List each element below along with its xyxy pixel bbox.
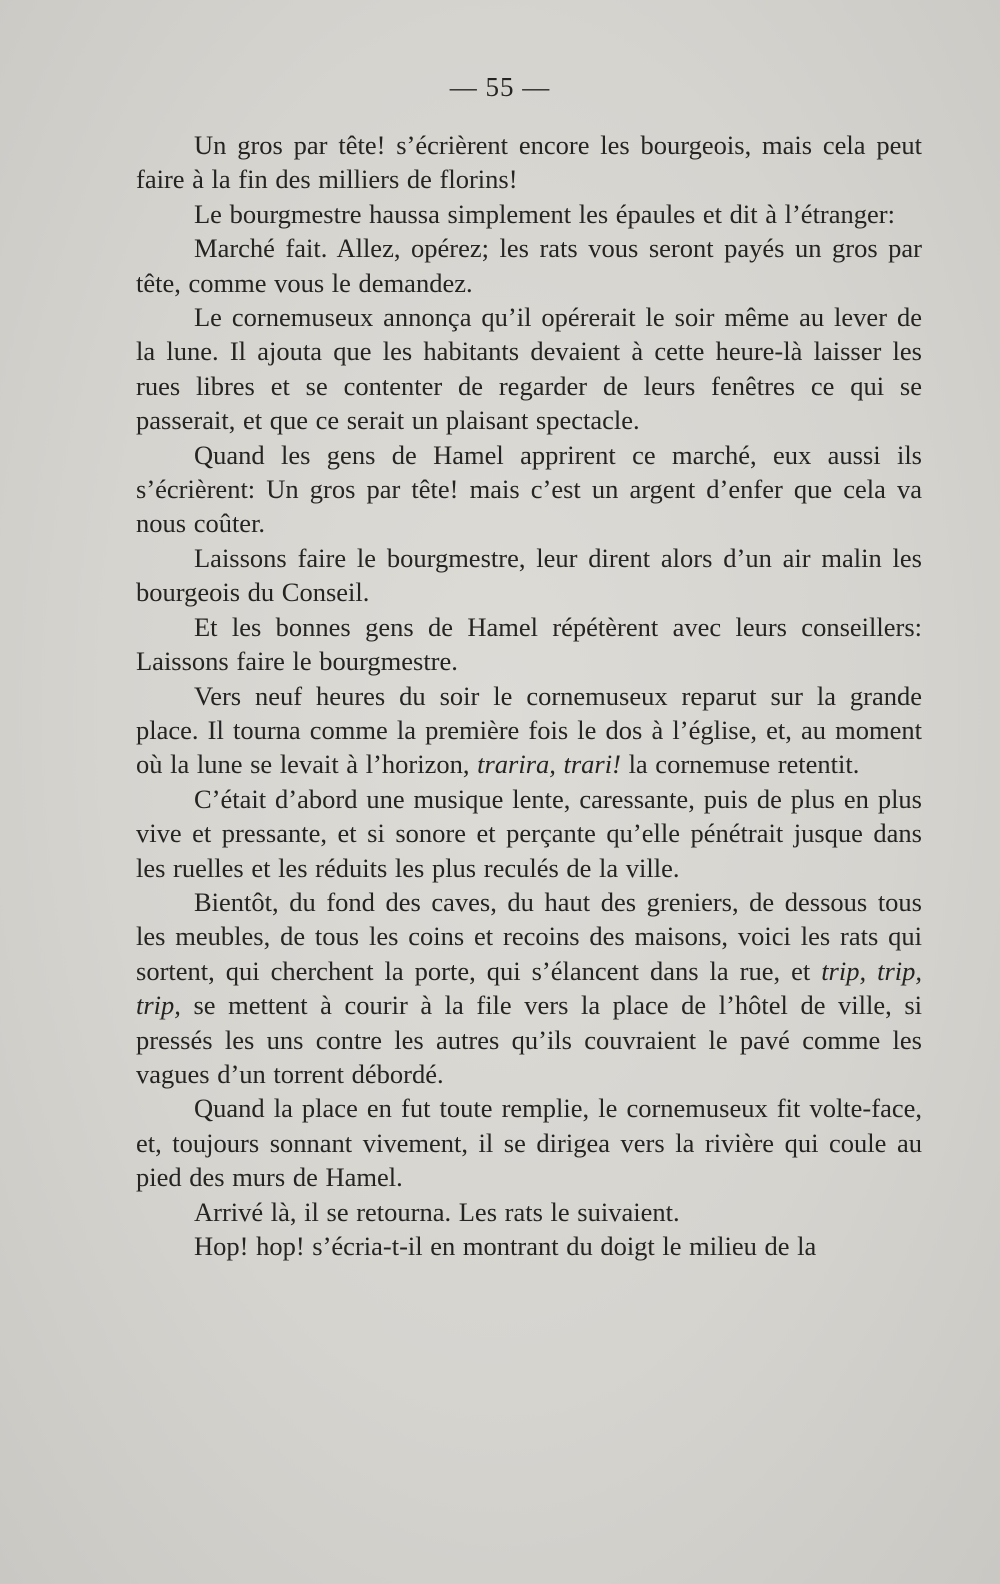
paragraph-text: Vers neuf heures du soir le cornemuseux reparut sur la grande place. Il tourna comme la première fois le dos à l’église, et, au moment où la lune se levait à l’horizon, [136,680,922,780]
paragraph [136,885,922,1091]
paragraph: Le cornemuseux annonça qu’il opérerait le soir même au lever de la lune. Il ajouta que les habitants devaient à cette heure-là laisser les rues libres et se contenter de regarder de leurs fenêtres ce qui se passerait, et que ce serait un plaisant spectacle. [136,302,922,436]
paragraph: Marché fait. Allez, opérez; les rats vous seront payés un gros par tête, comme vous le demandez. [136,233,922,298]
paragraph: Quand les gens de Hamel apprirent ce marché, eux aussi ils s’écrièrent: Un gros par tête! mais c’est un argent d’enfer que cela va nous coûter. [136,439,922,539]
italic-onomatopoeia: trarira, trari! [477,749,621,780]
paragraph [136,679,922,782]
paragraph: Un gros par tête! s’écrièrent encore les bourgeois, mais cela peut faire à la fin des milliers de florins! [136,130,922,195]
paragraph: Arrivé là, il se retourna. Les rats le suivaient. [194,1196,680,1227]
italic-onomatopoeia: trip, trip, trip, [136,955,922,1021]
page-number: — 55 — [449,72,551,102]
paragraph-text: Bientôt, du fond des caves, du haut des greniers, de dessous tous les meubles, de tous les coins et recoins des maisons, voici les rats qui sortent, qui cherchent la porte, qui s’élancent dans la rue, et [136,886,922,986]
paragraph: Laissons faire le bourgmestre, leur dirent alors d’un air malin les bourgeois du Conseil. [136,542,922,608]
paragraph: Et les bonnes gens de Hamel répétèrent avec leurs conseillers: Laissons faire le bourgmestre. [136,611,922,677]
paragraph: C’était d’abord une musique lente, caressante, puis de plus en plus vive et pressante, et si sonore et perçante qu’elle pénétrait jusque dans les ruelles et les réduits les plus reculés de la ville. [136,783,922,883]
paragraph-text: se mettent à courir à la file vers la place de l’hôtel de ville, si pressés les uns contre les autres qu’ils couvraient le pavé comme les vagues d’un torrent débordé. [136,990,922,1089]
paragraph: Quand la place en fut toute remplie, le cornemuseux fit volte-face, et, toujours sonnant vivement, il se dirigea vers la rivière qui coule au pied des murs de Hamel. [136,1093,922,1193]
paragraph: Hop! hop! s’écria-t-il en montrant du doigt le milieu de la [194,1231,817,1261]
body-text [136,128,922,1263]
paragraph-text: la cornemuse retentit. [620,749,860,780]
paragraph: Le bourgmestre haussa simplement les épaules et dit à l’étranger: [194,198,895,229]
